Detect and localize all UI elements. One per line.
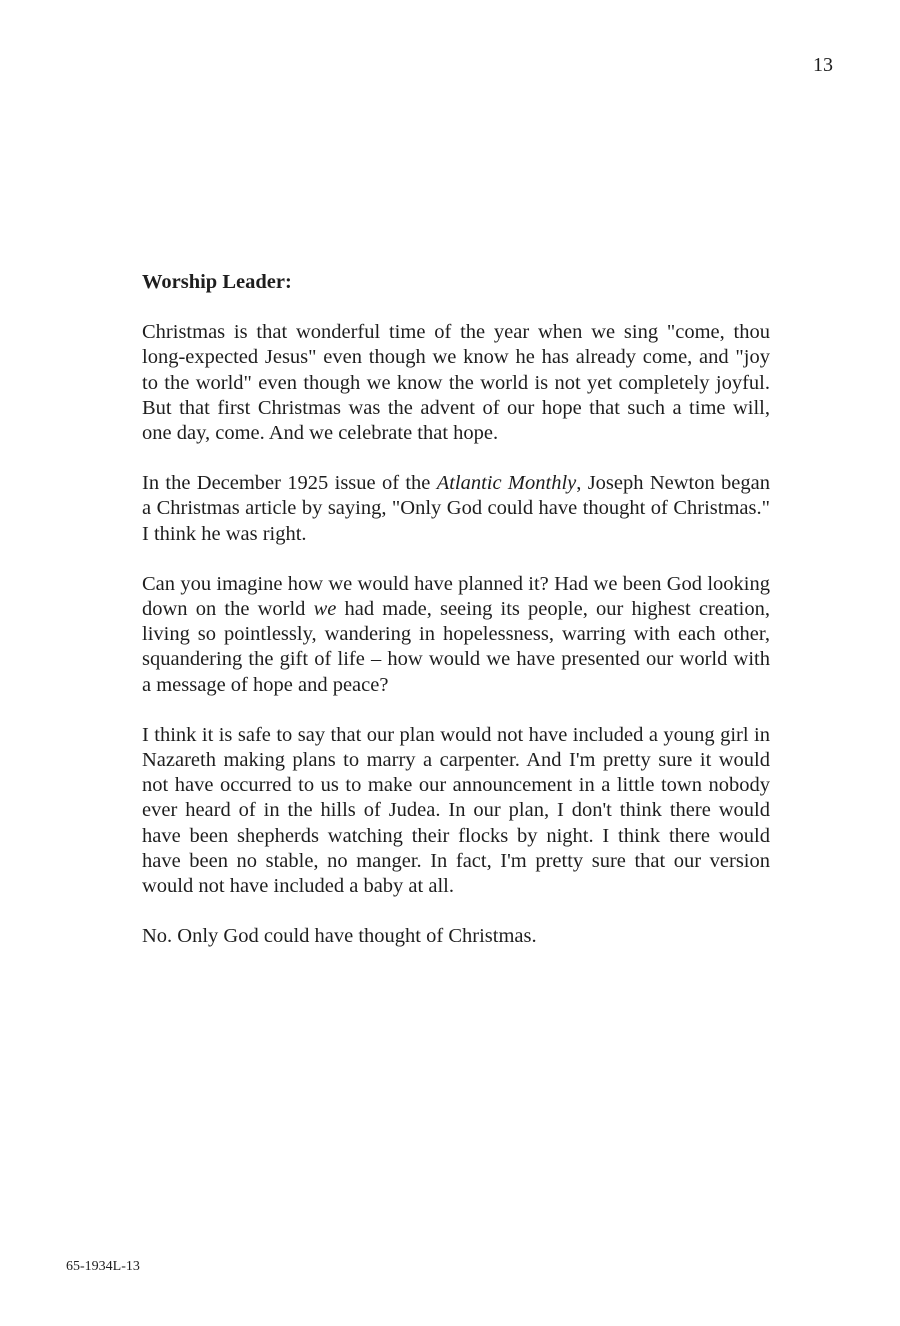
paragraph-1: Christmas is that wonderful time of the year when we sing "come, thou long-expected Jesus" even though we know he has already come, and "joy to the world" even though we know the world is not yet completely joyful. But that first Christmas was the advent of our hope that such a time will, one day, come. And we celebrate that hope. xyxy=(142,321,770,445)
paragraph-3-text-end: had made, seeing its people, our highest creation, living so pointlessly, wandering in hopelessness, warring with each other, squandering the gift of life – how would we have presented our world with a message of hope and peace? xyxy=(142,598,770,696)
paragraph-5: No. Only God could have thought of Christmas. xyxy=(142,925,537,948)
paragraph-3 xyxy=(142,572,770,698)
publication-title: Atlantic Monthly xyxy=(436,472,577,495)
document-body xyxy=(142,270,770,949)
section-heading: Worship Leader: xyxy=(142,271,292,293)
page-number: 13 xyxy=(813,54,833,76)
footer-code: 65-1934L-13 xyxy=(66,1259,140,1274)
paragraph-2-text-start: In the December 1925 issue of the xyxy=(142,472,437,495)
emphasis-we: we xyxy=(313,598,337,621)
paragraph-2-text-end: , Joseph Newton began a Christmas article by saying, "Only God could have thought of Christmas." I think he was right. xyxy=(142,472,770,545)
paragraph-2 xyxy=(142,471,770,547)
paragraph-4: I think it is safe to say that our plan would not have included a young girl in Nazareth making plans to marry a carpenter. And I'm pretty sure it would not have occurred to us to make our announcement in a little town nobody ever heard of in the hills of Judea. In our plan, I don't think there would have been shepherds watching their flocks by night. I think there would have been no stable, no manger. In fact, I'm pretty sure that our version would not have included a baby at all. xyxy=(142,723,770,898)
paragraph-3-text-start: Can you imagine how we would have planned it? Had we been God looking down on the world xyxy=(142,572,770,621)
